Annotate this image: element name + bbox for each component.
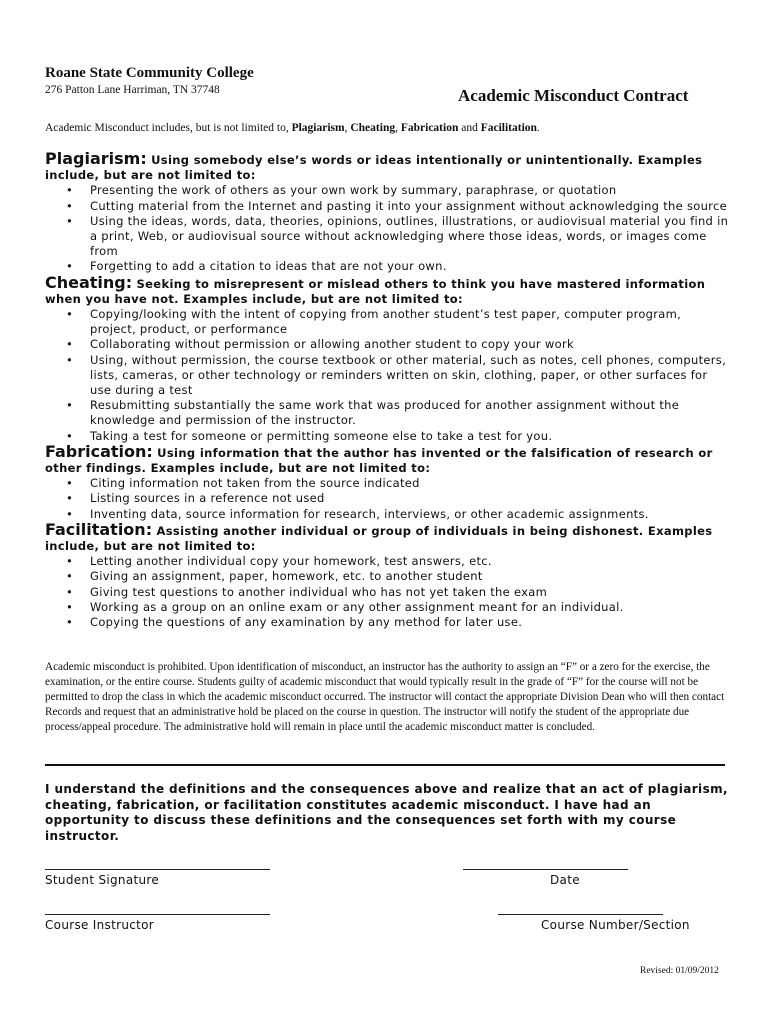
list-item: • Listing sources in a reference not used [45, 491, 730, 506]
example-list [45, 554, 730, 630]
revision-date: Revised: 01/09/2012 [640, 966, 719, 976]
section-term: Plagiarism: [45, 149, 147, 168]
list-item: • Citing information not taken from the source indicated [45, 476, 730, 491]
section-divider [45, 764, 725, 766]
section-heading [45, 272, 730, 307]
student-signature-line[interactable] [45, 869, 270, 870]
course-number-label: Course Number/Section [541, 918, 690, 932]
example-list [45, 183, 730, 274]
list-item: • Copying the questions of any examination by any method for later use. [45, 615, 730, 630]
list-item: • Forgetting to add a citation to ideas that are not your own. [45, 259, 730, 274]
list-item: • Using, without permission, the course textbook or other material, such as notes, cell phones, computers, lists, cameras, or other technology or reminders written on skin, clothing, paper, or other surfaces for use during a test [45, 353, 730, 399]
section-description: Assisting another individual or group of individuals in being dishonest. Examples include, but are not limited to: [45, 523, 713, 554]
section-facilitation [45, 519, 730, 630]
intro-term-facilitation: Facilitation [480, 122, 537, 134]
intro-term-plagiarism: Plagiarism [291, 122, 345, 134]
list-item: • Collaborating without permission or allowing another student to copy your work [45, 337, 730, 352]
intro-separator: , [344, 122, 351, 134]
section-heading [45, 151, 730, 183]
section-heading [45, 519, 730, 554]
course-instructor-label: Course Instructor [45, 918, 155, 932]
intro-separator: and [458, 122, 481, 134]
intro-text: Academic Misconduct includes, but is not limited to, [45, 122, 292, 134]
college-address: 276 Patton Lane Harriman, TN 37748 [45, 84, 220, 96]
intro-separator: , [395, 122, 401, 134]
list-item: • Inventing data, source information for research, interviews, or other academic assignments. [45, 507, 730, 522]
list-item: • Using the ideas, words, data, theories, opinions, outlines, illustrations, or audiovisual material you find in a print, Web, or audiovisual source without acknowledging where those ideas, words, or images come from [45, 214, 730, 260]
course-number-line[interactable] [498, 914, 663, 915]
definitions-block [45, 151, 730, 630]
policy-paragraph: Academic misconduct is prohibited. Upon identification of misconduct, an instructor has the authority to assign an “F” or a zero for the exercise, the examination, or the entire course. Students guilty of academic misconduct that would typically result in the grade of “F” for the course will not be permitted to drop the class in which the academic misconduct occurred. The instructor will contact the appropriate Division Dean who will then contact Records and request that an administrative hold be placed on the course in question. The instructor will notify the student of the appropriate due process/appeal procedure. The administrative hold will remain in place until the academic misconduct matter is concluded. [45, 661, 725, 733]
section-heading [45, 441, 730, 476]
list-item: • Taking a test for someone or permitting someone else to take a test for you. [45, 429, 730, 444]
student-signature-label: Student Signature [45, 873, 160, 887]
section-term: Fabrication: [45, 441, 153, 461]
section-term: Cheating: [45, 272, 133, 292]
date-line[interactable] [463, 869, 628, 870]
list-item: • Cutting material from the Internet and pasting it into your assignment without acknowledging the source [45, 199, 730, 214]
section-description: Seeking to misrepresent or mislead others to think you have mastered information when you have not. Examples include, but are not limited to: [45, 276, 706, 306]
course-instructor-line[interactable] [45, 914, 270, 915]
college-name: Roane State Community College [45, 65, 254, 81]
list-item: • Letting another individual copy your homework, test answers, etc. [45, 554, 730, 569]
example-list [45, 476, 730, 522]
list-item: • Working as a group on an online exam or any other assignment meant for an individual. [45, 600, 730, 615]
acknowledgement-statement: I understand the definitions and the consequences above and realize that an act of plagiarism, cheating, fabrication, or facilitation constitutes academic misconduct. I have had an opportunity to discuss these definitions and the consequences set forth with my course instructor. [45, 782, 728, 843]
list-item: • Copying/looking with the intent of copying from another student’s test paper, computer program, project, product, or performance [45, 307, 730, 337]
example-list [45, 307, 730, 444]
section-description: Using somebody else’s words or ideas intentionally or unintentionally. Examples include, but are not limited to: [45, 153, 703, 183]
list-item: • Giving an assignment, paper, homework, etc. to another student [45, 569, 730, 584]
document-title: Academic Misconduct Contract [458, 86, 689, 105]
section-plagiarism [45, 151, 730, 275]
list-item: • Resubmitting substantially the same work that was produced for another assignment without the knowledge and permission of the instructor. [45, 398, 730, 428]
section-term: Facilitation: [45, 519, 153, 539]
section-description: Using information that the author has invented or the falsification of research or other findings. Examples include, but are not limited to: [45, 445, 713, 476]
list-item: • Presenting the work of others as your own work by summary, paraphrase, or quotation [45, 183, 730, 198]
intro-term-cheating: Cheating [350, 122, 396, 134]
intro-term-fabrication: Fabrication [400, 122, 459, 134]
section-cheating [45, 272, 730, 444]
intro-paragraph [45, 122, 540, 134]
list-item: • Giving test questions to another individual who has not yet taken the exam [45, 585, 730, 600]
date-label: Date [550, 873, 580, 887]
section-fabrication [45, 441, 730, 522]
intro-end: . [536, 122, 540, 134]
